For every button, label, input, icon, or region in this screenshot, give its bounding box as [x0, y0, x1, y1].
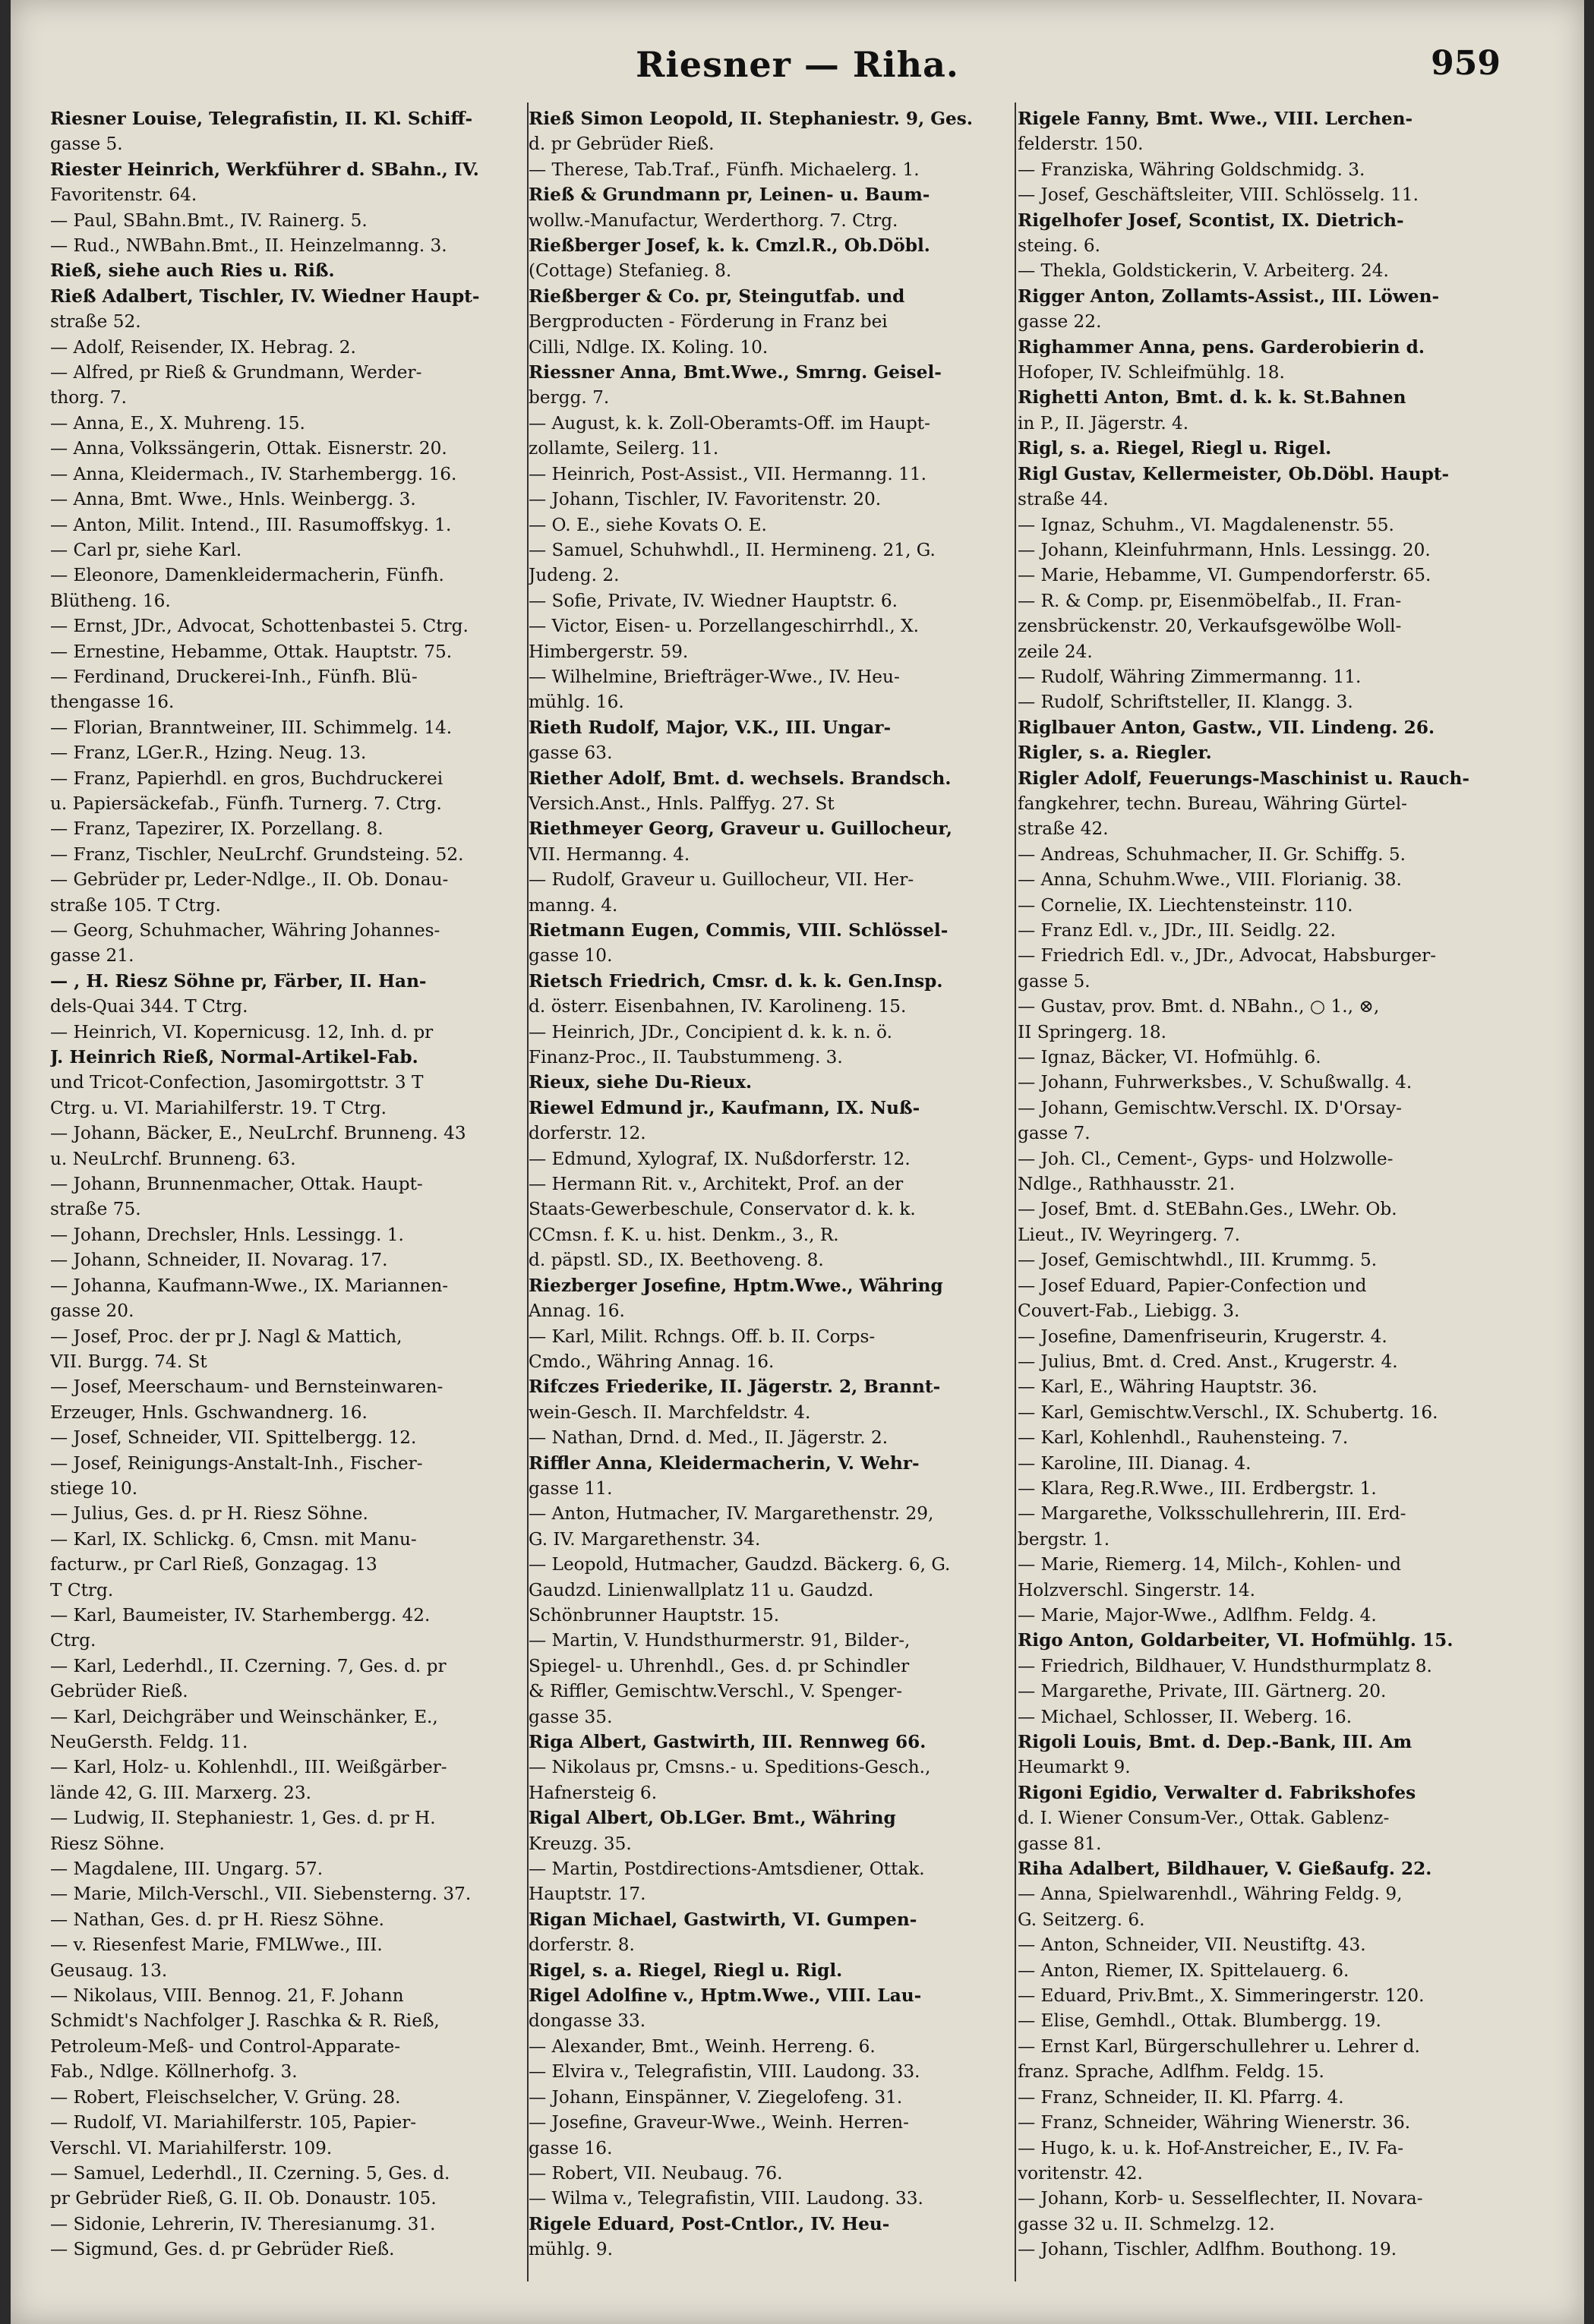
page-number: 959 [1431, 44, 1501, 83]
directory-entry: — Julius, Bmt. d. Cred. Anst., Krugerstr. 4. [1018, 1351, 1398, 1372]
directory-entry: — Michael, Schlosser, II. Weberg. 16. [1018, 1706, 1353, 1727]
directory-entry: — Therese, Tab.Traf., Fünfh. Michaelerg. 1. [529, 159, 920, 180]
directory-entry: — Josef Eduard, Papier-Confection und [1018, 1275, 1367, 1296]
directory-entry: — Johann, Bäcker, E., NeuLrchf. Brunneng. 43 [50, 1123, 466, 1144]
directory-entry: & Riffler, Gemischtw.Verschl., V. Spenger- [529, 1681, 903, 1702]
directory-entry: — Anton, Schneider, VII. Neustiftg. 43. [1018, 1935, 1366, 1956]
directory-entry-head: Rietsch Friedrich, Cmsr. d. k. k. Gen.Insp. [529, 970, 943, 992]
directory-entry: Hafnersteig 6. [529, 1782, 658, 1803]
directory-entry: — Johann, Korb- u. Sesselflechter, II. Novara- [1018, 2188, 1423, 2209]
directory-entry: Cmdo., Währing Annag. 16. [529, 1351, 775, 1372]
directory-entry: — Anton, Hutmacher, IV. Margarethenstr. 29, [529, 1503, 934, 1525]
directory-entry: Blütheng. 16. [50, 590, 171, 611]
directory-entry: — Franz, Schneider, Währing Wienerstr. 36. [1018, 2112, 1411, 2133]
directory-entry: — Johann, Tischler, Adlfhm. Bouthong. 19. [1018, 2239, 1397, 2260]
directory-entry: Versich.Anst., Hnls. Palffyg. 27. St [529, 793, 835, 814]
directory-entry: — Sofie, Private, IV. Wiedner Hauptstr. 6. [529, 590, 898, 611]
directory-column-2 [529, 106, 1015, 2293]
directory-entry: — Sidonie, Lehrerin, IV. Theresianumg. 31. [50, 2213, 436, 2234]
directory-entry: — Josefine, Damenfriseurin, Krugerstr. 4. [1018, 1326, 1387, 1347]
directory-entry: Riesz Söhne. [50, 1833, 165, 1854]
directory-entry: — Karl, Lederhdl., II. Czerning. 7, Ges. d. pr [50, 1655, 447, 1676]
directory-entry-head: Riezberger Josefine, Hptm.Wwe., Währing [529, 1275, 943, 1296]
directory-entry: — Julius, Ges. d. pr H. Riesz Söhne. [50, 1503, 368, 1525]
directory-entry: — Martin, V. Hundsthurmerstr. 91, Bilder-, [529, 1630, 911, 1651]
directory-entry: — Wilma v., Telegrafistin, VIII. Laudong. 33. [529, 2188, 923, 2209]
directory-entry: — Alfred, pr Rieß & Grundmann, Werder- [50, 362, 422, 383]
directory-entry: — Johann, Fuhrwerksbes., V. Schußwallg. 4. [1018, 1072, 1413, 1093]
directory-entry-head: Rigel Adolfine v., Hptm.Wwe., VIII. Lau- [529, 1985, 922, 2007]
directory-entry: — Johann, Einspänner, V. Ziegelofeng. 31. [529, 2086, 903, 2108]
directory-entry: — Anna, Spielwarenhdl., Währing Feldg. 9, [1018, 1884, 1403, 1905]
directory-entry: — Friedrich, Bildhauer, V. Hundsthurmplatz 8. [1018, 1655, 1432, 1676]
directory-entry: G. IV. Margarethenstr. 34. [529, 1528, 761, 1550]
directory-entry: straße 42. [1018, 818, 1109, 840]
directory-entry: — Nathan, Drnd. d. Med., II. Jägerstr. 2. [529, 1427, 889, 1449]
directory-entry-head: Riesner Louise, Telegrafistin, II. Kl. Schiff- [50, 109, 473, 129]
directory-entry-head: Rigler, s. a. Riegler. [1018, 743, 1212, 764]
directory-entry: — Karl, Deichgräber und Weinschänker, E., [50, 1706, 438, 1727]
directory-entry: — Johanna, Kaufmann-Wwe., IX. Mariannen- [50, 1275, 449, 1296]
directory-entry: thengasse 16. [50, 692, 175, 713]
directory-entry-head: Righammer Anna, pens. Garderobierin d. [1018, 336, 1425, 358]
directory-entry: Petroleum-Meß- und Control-Apparate- [50, 2035, 401, 2057]
directory-entry: — Karl, Holz- u. Kohlenhdl., III. Weißgärber- [50, 1757, 447, 1778]
directory-entry: fangkehrer, techn. Bureau, Währing Gürtel- [1018, 793, 1407, 814]
directory-entry: dongasse 33. [529, 2010, 646, 2032]
directory-entry: facturw., pr Carl Rieß, Gonzagag. 13 [50, 1554, 377, 1575]
directory-entry: — Elvira v., Telegrafistin, VIII. Laudong. 33. [529, 2061, 920, 2083]
directory-entry: Bergproducten - Förderung in Franz bei [529, 311, 888, 333]
directory-entry: — Ignaz, Schuhm., VI. Magdalenenstr. 55. [1018, 514, 1394, 535]
directory-entry: — Cornelie, IX. Liechtensteinstr. 110. [1018, 894, 1353, 916]
directory-entry: u. Papiersäckefab., Fünfh. Turnerg. 7. Ctrg. [50, 793, 442, 814]
directory-entry: Verschl. VI. Mariahilferstr. 109. [50, 2137, 333, 2158]
directory-entry: Ndlge., Rathhausstr. 21. [1018, 1174, 1236, 1195]
directory-entry: — Margarethe, Private, III. Gärtnerg. 20. [1018, 1681, 1387, 1702]
directory-entry: — Karl, Baumeister, IV. Starhembergg. 42. [50, 1604, 431, 1626]
directory-entry: — Victor, Eisen- u. Porzellangeschirrhdl., X. [529, 616, 920, 637]
directory-entry-head: Riglbauer Anton, Gastw., VII. Lindeng. 26. [1018, 717, 1435, 738]
directory-entry-head: Rigele Fanny, Bmt. Wwe., VIII. Lerchen- [1018, 109, 1413, 129]
directory-entry: CCmsn. f. K. u. hist. Denkm., 3., R. [529, 1224, 839, 1245]
directory-entry-head: Riewel Edmund jr., Kaufmann, IX. Nuß- [529, 1097, 920, 1118]
directory-entry: — Josefine, Graveur-Wwe., Weinh. Herren- [529, 2112, 909, 2133]
directory-entry: — Franz Edl. v., JDr., III. Seidlg. 22. [1018, 920, 1336, 941]
directory-entry: — Magdalene, III. Ungarg. 57. [50, 1859, 324, 1880]
directory-entry: gasse 10. [529, 945, 613, 966]
directory-entry-head: Rigelhofer Josef, Scontist, IX. Dietrich- [1018, 210, 1404, 231]
directory-entry: — Marie, Major-Wwe., Adlfhm. Feldg. 4. [1018, 1604, 1377, 1626]
directory-entry: Couvert-Fab., Liebigg. 3. [1018, 1301, 1240, 1322]
directory-entry: — Anna, Bmt. Wwe., Hnls. Weinbergg. 3. [50, 489, 416, 510]
directory-entry: — Josef, Gemischtwhdl., III. Krummg. 5. [1018, 1250, 1378, 1271]
directory-entry-head: Riether Adolf, Bmt. d. wechsels. Brandsch. [529, 768, 952, 789]
directory-entry: — Sigmund, Ges. d. pr Gebrüder Rieß. [50, 2239, 395, 2260]
directory-column-3 [1018, 106, 1523, 2293]
directory-entry: Kreuzg. 35. [529, 1833, 632, 1854]
directory-entry: — Heinrich, Post-Assist., VII. Hermanng. 11. [529, 463, 926, 484]
directory-entry-head: Rigl, s. a. Riegel, Riegl u. Rigel. [1018, 438, 1332, 459]
directory-entry: — Marie, Hebamme, VI. Gumpendorferstr. 65. [1018, 565, 1431, 586]
directory-entry: — Franz, Papierhdl. en gros, Buchdruckerei [50, 768, 443, 789]
directory-entry: lände 42, G. III. Marxerg. 23. [50, 1782, 312, 1803]
directory-entry: — Anna, Kleidermach., IV. Starhembergg. 16. [50, 463, 457, 484]
directory-entry: — Johann, Brunnenmacher, Ottak. Haupt- [50, 1174, 423, 1195]
directory-entry: (Cottage) Stefanieg. 8. [529, 260, 732, 282]
directory-entry-head: Rieß Simon Leopold, II. Stephaniestr. 9, Ges. [529, 109, 973, 129]
directory-entry: zensbrückenstr. 20, Verkaufsgewölbe Woll- [1018, 616, 1402, 637]
directory-entry: — Alexander, Bmt., Weinh. Herreng. 6. [529, 2035, 876, 2057]
directory-entry: — Anna, Volkssängerin, Ottak. Eisnerstr. 20. [50, 438, 447, 459]
directory-entry: gasse 22. [1018, 311, 1102, 333]
directory-entry: Holzverschl. Singerstr. 14. [1018, 1579, 1255, 1600]
directory-entry: mühlg. 9. [529, 2239, 613, 2260]
directory-entry-head: Rigal Albert, Ob.LGer. Bmt., Währing [529, 1808, 896, 1829]
directory-entry-head: Rigel, s. a. Riegel, Riegl u. Rigl. [529, 1960, 843, 1981]
directory-entry-head: Rigo Anton, Goldarbeiter, VI. Hofmühlg. 15. [1018, 1630, 1454, 1651]
directory-entry: dorferstr. 12. [529, 1123, 646, 1144]
directory-entry: Hofoper, IV. Schleifmühlg. 18. [1018, 362, 1285, 383]
directory-entry: Geusaug. 13. [50, 1960, 168, 1981]
directory-entry: — Josef, Meerschaum- und Bernsteinwaren- [50, 1376, 443, 1398]
directory-entry: — Rud., NWBahn.Bmt., II. Heinzelmanng. 3. [50, 235, 447, 257]
directory-entry: — Johann, Drechsler, Hnls. Lessingg. 1. [50, 1224, 404, 1245]
directory-entry: gasse 5. [50, 134, 123, 155]
directory-entry: — Ludwig, II. Stephaniestr. 1, Ges. d. pr H. [50, 1808, 436, 1829]
directory-entry: — O. E., siehe Kovats O. E. [529, 514, 767, 535]
page-header [11, 44, 1584, 97]
directory-entry: und Tricot-Confection, Jasomirgottstr. 3 T [50, 1072, 424, 1093]
directory-entry: straße 75. [50, 1199, 141, 1220]
directory-entry: — Marie, Riemerg. 14, Milch-, Kohlen- und [1018, 1554, 1401, 1575]
directory-entry: — Ernst, JDr., Advocat, Schottenbastei 5. Ctrg. [50, 616, 469, 637]
directory-entry: — Samuel, Schuhwhdl., II. Hermineng. 21, G. [529, 539, 936, 560]
directory-entry: d. pr Gebrüder Rieß. [529, 134, 715, 155]
directory-entry-head: Rießberger Josef, k. k. Cmzl.R., Ob.Döbl. [529, 235, 930, 257]
directory-entry: — Gustav, prov. Bmt. d. NBahn., ○ 1., ⊗, [1018, 996, 1380, 1017]
directory-entry: — Gebrüder pr, Leder-Ndlge., II. Ob. Donau- [50, 869, 449, 891]
directory-entry: — Ernestine, Hebamme, Ottak. Hauptstr. 75. [50, 641, 453, 662]
directory-entry: — Rudolf, Graveur u. Guillocheur, VII. Her- [529, 869, 914, 891]
directory-entry-head: Riessner Anna, Bmt.Wwe., Smrng. Geisel- [529, 362, 942, 383]
directory-entry: — Nikolaus, VIII. Bennog. 21, F. Johann [50, 1985, 404, 2007]
directory-entry: felderstr. 150. [1018, 134, 1144, 155]
directory-entry: — Heinrich, JDr., Concipient d. k. k. n. ö. [529, 1021, 892, 1042]
directory-entry: gasse 35. [529, 1706, 613, 1727]
directory-entry-head: Riha Adalbert, Bildhauer, V. Gießaufg. 22. [1018, 1859, 1432, 1880]
directory-entry: gasse 20. [50, 1301, 134, 1322]
directory-entry: steing. 6. [1018, 235, 1100, 257]
directory-entry-head: Rieß Adalbert, Tischler, IV. Wiedner Haupt- [50, 285, 480, 307]
directory-entry: — Adolf, Reisender, IX. Hebrag. 2. [50, 336, 356, 358]
directory-entry-head: Riester Heinrich, Werkführer d. SBahn., IV. [50, 159, 479, 180]
directory-entry: T Ctrg. [50, 1579, 114, 1600]
directory-entry: — Rudolf, Währing Zimmermanng. 11. [1018, 666, 1362, 687]
directory-entry: — Josef, Geschäftsleiter, VIII. Schlösselg. 11. [1018, 184, 1419, 206]
directory-entry: — Josef, Reinigungs-Anstalt-Inh., Fischer- [50, 1452, 423, 1474]
directory-entry: Heumarkt 9. [1018, 1757, 1131, 1778]
directory-entry: gasse 21. [50, 945, 134, 966]
directory-entry: dels-Quai 344. T Ctrg. [50, 996, 248, 1017]
directory-entry: Favoritenstr. 64. [50, 184, 197, 206]
directory-entry: — Anton, Milit. Intend., III. Rasumoffskyg. 1. [50, 514, 452, 535]
page-title: Riesner — Riha. [636, 44, 959, 85]
directory-entry: — R. & Comp. pr, Eisenmöbelfab., II. Fran- [1018, 590, 1402, 611]
directory-entry: — Robert, Fleischselcher, V. Grüng. 28. [50, 2086, 401, 2108]
directory-entry: — Rudolf, Schriftsteller, II. Klangg. 3. [1018, 692, 1353, 713]
directory-entry: — Rudolf, VI. Mariahilferstr. 105, Papier- [50, 2112, 417, 2133]
directory-entry: — Thekla, Goldstickerin, V. Arbeiterg. 24. [1018, 260, 1389, 282]
directory-entry: — Josef, Proc. der pr J. Nagl & Mattich, [50, 1326, 402, 1347]
directory-entry: zollamte, Seilerg. 11. [529, 438, 719, 459]
directory-entry: straße 105. T Ctrg. [50, 894, 221, 916]
directory-entry: — Johann, Tischler, IV. Favoritenstr. 20. [529, 489, 882, 510]
directory-entry: — Hugo, k. u. k. Hof-Anstreicher, E., IV. Fa- [1018, 2137, 1404, 2158]
directory-entry: gasse 16. [529, 2137, 613, 2158]
directory-entry: stiege 10. [50, 1477, 138, 1499]
directory-entry-head: Rigler Adolf, Feuerungs-Maschinist u. Rauch- [1018, 768, 1469, 789]
directory-entry: Himbergerstr. 59. [529, 641, 689, 662]
directory-entry: d. österr. Eisenbahnen, IV. Karolineng. 15. [529, 996, 907, 1017]
directory-entry: — Marie, Milch-Verschl., VII. Siebensterng. 37. [50, 1884, 472, 1905]
directory-entry: straße 52. [50, 311, 141, 333]
directory-entry: voritenstr. 42. [1018, 2162, 1143, 2184]
directory-entry-head: Rifczes Friederike, II. Jägerstr. 2, Brannt- [529, 1376, 941, 1398]
directory-entry-head: Righetti Anton, Bmt. d. k. k. St.Bahnen [1018, 387, 1406, 408]
directory-entry: — Eduard, Priv.Bmt., X. Simmeringerstr. 120. [1018, 1985, 1425, 2007]
directory-entry-head: Rigoli Louis, Bmt. d. Dep.-Bank, III. Am [1018, 1732, 1413, 1752]
directory-entry: — Samuel, Lederhdl., II. Czerning. 5, Ges. d. [50, 2162, 450, 2184]
directory-column-1 [50, 106, 536, 2293]
directory-entry: — Anna, E., X. Muhreng. 15. [50, 412, 305, 434]
directory-entry: — Anton, Riemer, IX. Spittelauerg. 6. [1018, 1960, 1349, 1981]
directory-entry: Cilli, Ndlge. IX. Koling. 10. [529, 336, 769, 358]
directory-entry: gasse 63. [529, 743, 613, 764]
directory-entry-head: Rieux, siehe Du-Rieux. [529, 1072, 753, 1093]
directory-entry: Schönbrunner Hauptstr. 15. [529, 1604, 780, 1626]
directory-entry: Gaudzd. Linienwallplatz 11 u. Gaudzd. [529, 1579, 874, 1600]
directory-entry: — Ferdinand, Druckerei-Inh., Fünfh. Blü- [50, 666, 418, 687]
directory-entry: — Leopold, Hutmacher, Gaudzd. Bäckerg. 6, G. [529, 1554, 951, 1575]
directory-entry: Staats-Gewerbeschule, Conservator d. k. k. [529, 1199, 916, 1220]
directory-entry-head: Rieß & Grundmann pr, Leinen- u. Baum- [529, 184, 930, 206]
directory-entry: d. päpstl. SD., IX. Beethoveng. 8. [529, 1250, 824, 1271]
directory-entry: bergg. 7. [529, 387, 610, 408]
directory-entry: — Franz, LGer.R., Hzing. Neug. 13. [50, 743, 367, 764]
directory-entry: — Georg, Schuhmacher, Währing Johannes- [50, 920, 440, 941]
directory-entry: d. I. Wiener Consum-Ver., Ottak. Gablenz- [1018, 1808, 1390, 1829]
directory-entry-head: Riffler Anna, Kleidermacherin, V. Wehr- [529, 1452, 920, 1474]
directory-entry: — Martin, Postdirections-Amtsdiener, Ottak. [529, 1859, 925, 1880]
directory-entry: — Hermann Rit. v., Architekt, Prof. an der [529, 1174, 904, 1195]
directory-entry: in P., II. Jägerstr. 4. [1018, 412, 1189, 434]
directory-entry: Hauptstr. 17. [529, 1884, 646, 1905]
directory-entry: dorferstr. 8. [529, 1935, 635, 1956]
directory-entry: — August, k. k. Zoll-Oberamts-Off. im Haupt- [529, 412, 930, 434]
directory-entry: — Carl pr, siehe Karl. [50, 539, 242, 560]
directory-entry: NeuGersth. Feldg. 11. [50, 1732, 248, 1752]
directory-entry: — Joh. Cl., Cement-, Gyps- und Holzwolle- [1018, 1148, 1394, 1169]
directory-entry: — Friedrich Edl. v., JDr., Advocat, Habsburger- [1018, 945, 1437, 966]
directory-entry: gasse 81. [1018, 1833, 1102, 1854]
directory-entry: — Johann, Schneider, II. Novarag. 17. [50, 1250, 388, 1271]
directory-entry: — Klara, Reg.R.Wwe., III. Erdbergstr. 1. [1018, 1477, 1377, 1499]
directory-entry: — Franz, Tischler, NeuLrchf. Grundsteing. 52. [50, 844, 464, 865]
directory-entry: gasse 7. [1018, 1123, 1091, 1144]
directory-entry: — Josef, Bmt. d. StEBahn.Ges., LWehr. Ob. [1018, 1199, 1397, 1220]
directory-entry: — Franziska, Währing Goldschmidg. 3. [1018, 159, 1365, 180]
directory-entry: gasse 11. [529, 1477, 613, 1499]
directory-entry-head: Riga Albert, Gastwirth, III. Rennweg 66. [529, 1732, 926, 1752]
directory-entry: gasse 5. [1018, 970, 1091, 992]
directory-entry: Spiegel- u. Uhrenhdl., Ges. d. pr Schindler [529, 1655, 910, 1676]
directory-entry: — Franz, Schneider, II. Kl. Pfarrg. 4. [1018, 2086, 1344, 2108]
directory-entry: franz. Sprache, Adlfhm. Feldg. 15. [1018, 2061, 1324, 2083]
directory-entry: — Nikolaus pr, Cmsns.- u. Speditions-Gesch., [529, 1757, 931, 1778]
directory-entry: II Springerg. 18. [1018, 1021, 1166, 1042]
directory-entry: — Josef, Schneider, VII. Spittelbergg. 12. [50, 1427, 417, 1449]
directory-entry-head: Rieß, siehe auch Ries u. Riß. [50, 260, 335, 282]
directory-entry: — Heinrich, VI. Kopernicusg. 12, Inh. d. pr [50, 1021, 434, 1042]
directory-entry: — Johann, Gemischtw.Verschl. IX. D'Orsay- [1018, 1097, 1402, 1118]
directory-entry: — Eleonore, Damenkleidermacherin, Fünfh. [50, 565, 444, 586]
directory-entry: manng. 4. [529, 894, 618, 916]
directory-entry: Erzeuger, Hnls. Gschwandnerg. 16. [50, 1402, 368, 1423]
directory-entry-head: Rigl Gustav, Kellermeister, Ob.Döbl. Haupt- [1018, 463, 1450, 484]
directory-entry: straße 44. [1018, 489, 1109, 510]
directory-entry: — Karl, E., Währing Hauptstr. 36. [1018, 1376, 1318, 1398]
directory-entry: Judeng. 2. [529, 565, 620, 586]
directory-entry: — Andreas, Schuhmacher, II. Gr. Schiffg. 5. [1018, 844, 1406, 865]
directory-entry: wein-Gesch. II. Marchfeldstr. 4. [529, 1402, 811, 1423]
directory-entry-head: J. Heinrich Rieß, Normal-Artikel-Fab. [50, 1047, 418, 1068]
directory-entry: — Franz, Tapezirer, IX. Porzellang. 8. [50, 818, 384, 840]
directory-entry-head: Rieth Rudolf, Major, V.K., III. Ungar- [529, 717, 892, 738]
directory-entry: — Elise, Gemhdl., Ottak. Blumbergg. 19. [1018, 2010, 1381, 2032]
directory-entry: Fab., Ndlge. Köllnerhofg. 3. [50, 2061, 298, 2083]
directory-entry: pr Gebrüder Rieß, G. II. Ob. Donaustr. 105. [50, 2188, 437, 2209]
directory-entry: Ctrg. u. VI. Mariahilferstr. 19. T Ctrg. [50, 1097, 387, 1118]
directory-entry: gasse 32 u. II. Schmelzg. 12. [1018, 2213, 1275, 2234]
directory-entry: — Florian, Branntweiner, III. Schimmelg. 14. [50, 717, 453, 738]
directory-entry: — Nathan, Ges. d. pr H. Riesz Söhne. [50, 1909, 385, 1930]
directory-entry: — Ignaz, Bäcker, VI. Hofmühlg. 6. [1018, 1047, 1321, 1068]
directory-entry-head: Rietmann Eugen, Commis, VIII. Schlössel- [529, 920, 949, 941]
directory-entry-head: Rigger Anton, Zollamts-Assist., III. Löwen- [1018, 285, 1440, 307]
directory-entry: VII. Hermanng. 4. [529, 844, 690, 865]
directory-page [11, 0, 1584, 2324]
directory-entry: — Karl, IX. Schlickg. 6, Cmsn. mit Manu- [50, 1528, 417, 1550]
directory-entry: — Edmund, Xylograf, IX. Nußdorferstr. 12. [529, 1148, 911, 1169]
directory-entry: — v. Riesenfest Marie, FMLWwe., III. [50, 1935, 383, 1956]
column-divider [1015, 102, 1016, 2281]
directory-entry: — Paul, SBahn.Bmt., IV. Rainerg. 5. [50, 210, 368, 231]
directory-entry: — Karl, Kohlenhdl., Rauhensteing. 7. [1018, 1427, 1349, 1449]
directory-entry-head: — , H. Riesz Söhne pr, Färber, II. Han- [50, 970, 427, 992]
directory-entry: bergstr. 1. [1018, 1528, 1110, 1550]
directory-entry: — Karl, Gemischtw.Verschl., IX. Schubertg. 16. [1018, 1402, 1438, 1423]
directory-entry-head: Rigoni Egidio, Verwalter d. Fabrikshofes [1018, 1782, 1416, 1803]
directory-entry: Lieut., IV. Weyringerg. 7. [1018, 1224, 1241, 1245]
directory-entry: u. NeuLrchf. Brunneng. 63. [50, 1148, 296, 1169]
directory-entry-head: Rigele Eduard, Post-Cntlor., IV. Heu- [529, 2213, 890, 2234]
directory-entry: Finanz-Proc., II. Taubstummeng. 3. [529, 1047, 843, 1068]
directory-entry: — Wilhelmine, Briefträger-Wwe., IV. Heu- [529, 666, 900, 687]
directory-entry: — Johann, Kleinfuhrmann, Hnls. Lessingg. 20. [1018, 539, 1431, 560]
directory-entry: wollw.-Manufactur, Werderthorg. 7. Ctrg. [529, 210, 898, 231]
directory-entry: Gebrüder Rieß. [50, 1681, 188, 1702]
directory-entry: Annag. 16. [529, 1301, 625, 1322]
directory-entry: thorg. 7. [50, 387, 128, 408]
directory-entry-head: Rigan Michael, Gastwirth, VI. Gumpen- [529, 1909, 917, 1930]
directory-entry-head: Riethmeyer Georg, Graveur u. Guillocheur, [529, 818, 952, 840]
directory-entry: — Karoline, III. Dianag. 4. [1018, 1452, 1252, 1474]
directory-entry: — Anna, Schuhm.Wwe., VIII. Florianig. 38. [1018, 869, 1402, 891]
directory-entry: G. Seitzerg. 6. [1018, 1909, 1145, 1930]
directory-entry: — Margarethe, Volksschullehrerin, III. Erd- [1018, 1503, 1406, 1525]
directory-entry: Ctrg. [50, 1630, 96, 1651]
directory-entry: zeile 24. [1018, 641, 1093, 662]
directory-entry: mühlg. 16. [529, 692, 624, 713]
directory-entry: — Karl, Milit. Rchngs. Off. b. II. Corps- [529, 1326, 876, 1347]
directory-entry: — Robert, VII. Neubaug. 76. [529, 2162, 783, 2184]
directory-entry: VII. Burgg. 74. St [50, 1351, 207, 1372]
directory-entry: Schmidt's Nachfolger J. Raschka & R. Rieß, [50, 2010, 440, 2032]
directory-entry: — Ernst Karl, Bürgerschullehrer u. Lehrer d. [1018, 2035, 1420, 2057]
directory-entry-head: Rießberger & Co. pr, Steingutfab. und [529, 285, 905, 307]
